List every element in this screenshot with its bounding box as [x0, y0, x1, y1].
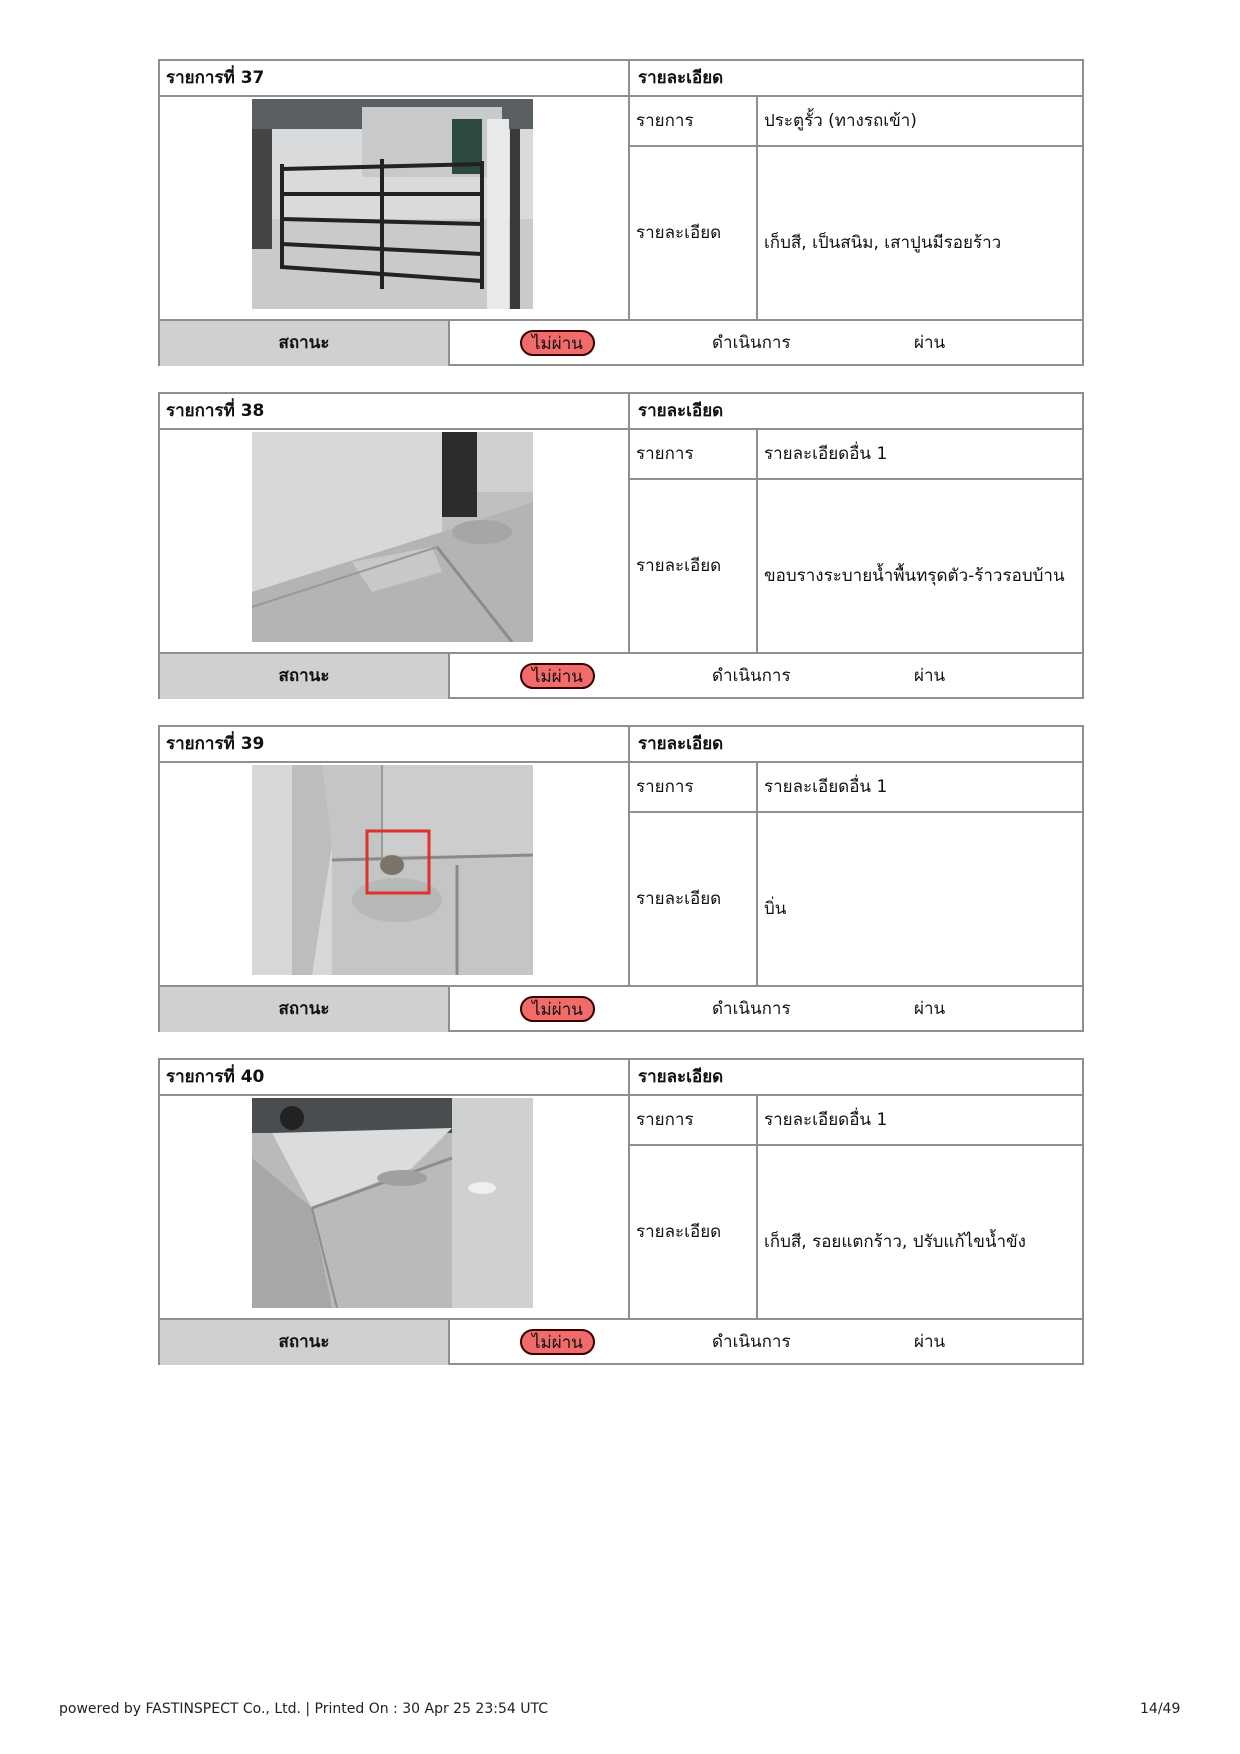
item-number: รายการที่ 40: [166, 1067, 265, 1087]
detail-heading: รายละเอียด: [638, 401, 724, 421]
status-in-progress-option[interactable]: ดำเนินการ: [712, 333, 791, 353]
status-pass-option[interactable]: ผ่าน: [914, 666, 946, 686]
floor-drain-photo[interactable]: [252, 432, 533, 642]
detail-value: เก็บสี, เป็นสนิม, เสาปูนมีรอยร้าว: [764, 233, 1002, 253]
item-number: รายการที่ 37: [166, 68, 265, 88]
detail-label: รายละเอียด: [636, 889, 722, 909]
detail-heading: รายละเอียด: [638, 68, 724, 88]
item-label: รายการ: [636, 444, 694, 464]
status-row: [160, 985, 1082, 1032]
status-in-progress-option[interactable]: ดำเนินการ: [712, 1332, 791, 1352]
inspection-card-39: [158, 725, 1084, 1032]
page-number: 14/49: [1140, 1701, 1181, 1717]
status-row: [160, 652, 1082, 699]
status-pass-option[interactable]: ผ่าน: [914, 1332, 946, 1352]
status-fail-option[interactable]: ไม่ผ่าน: [520, 1329, 595, 1355]
status-label: สถานะ: [160, 1320, 450, 1365]
status-in-progress-option[interactable]: ดำเนินการ: [712, 666, 791, 686]
detail-value: เก็บสี, รอยแตกร้าว, ปรับแก้ไขน้ำขัง: [764, 1232, 1026, 1252]
photo-cell: [160, 1096, 628, 1318]
status-pass-option[interactable]: ผ่าน: [914, 999, 946, 1019]
item-value: รายละเอียดอื่น 1: [764, 444, 888, 464]
detail-heading: รายละเอียด: [638, 734, 724, 754]
detail-value: ขอบรางระบายน้ำพื้นทรุดตัว-ร้าวรอบบ้าน: [764, 566, 1065, 586]
status-label: สถานะ: [160, 321, 450, 366]
item-label: รายการ: [636, 777, 694, 797]
status-fail-option[interactable]: ไม่ผ่าน: [520, 996, 595, 1022]
item-label: รายการ: [636, 111, 694, 131]
item-value: ประตูรั้ว (ทางรถเข้า): [764, 111, 917, 131]
detail-label: รายละเอียด: [636, 1222, 722, 1242]
driveway-photo[interactable]: [252, 1098, 533, 1308]
card-header-row: [160, 394, 1082, 430]
gate-photo[interactable]: [252, 99, 533, 309]
inspection-card-37: [158, 59, 1084, 366]
status-pass-option[interactable]: ผ่าน: [914, 333, 946, 353]
status-label: สถานะ: [160, 654, 450, 699]
detail-value: บิ่น: [764, 899, 787, 919]
card-header-row: [160, 1060, 1082, 1096]
item-label: รายการ: [636, 1110, 694, 1130]
card-header-row: [160, 727, 1082, 763]
item-number: รายการที่ 38: [166, 401, 265, 421]
detail-label: รายละเอียด: [636, 556, 722, 576]
item-number: รายการที่ 39: [166, 734, 265, 754]
status-in-progress-option[interactable]: ดำเนินการ: [712, 999, 791, 1019]
photo-cell: [160, 430, 628, 652]
inspection-card-40: [158, 1058, 1084, 1365]
item-value: รายละเอียดอื่น 1: [764, 1110, 888, 1130]
status-fail-option[interactable]: ไม่ผ่าน: [520, 663, 595, 689]
photo-cell: [160, 763, 628, 985]
status-label: สถานะ: [160, 987, 450, 1032]
detail-label: รายละเอียด: [636, 223, 722, 243]
item-value: รายละเอียดอื่น 1: [764, 777, 888, 797]
card-header-row: [160, 61, 1082, 97]
inspection-card-38: [158, 392, 1084, 699]
chipped-floor-photo[interactable]: [252, 765, 533, 975]
detail-heading: รายละเอียด: [638, 1067, 724, 1087]
status-fail-option[interactable]: ไม่ผ่าน: [520, 330, 595, 356]
status-row: [160, 319, 1082, 366]
footer-credit: powered by FASTINSPECT Co., Ltd. | Printed On : 30 Apr 25 23:54 UTC: [59, 1701, 548, 1717]
status-row: [160, 1318, 1082, 1365]
photo-cell: [160, 97, 628, 319]
